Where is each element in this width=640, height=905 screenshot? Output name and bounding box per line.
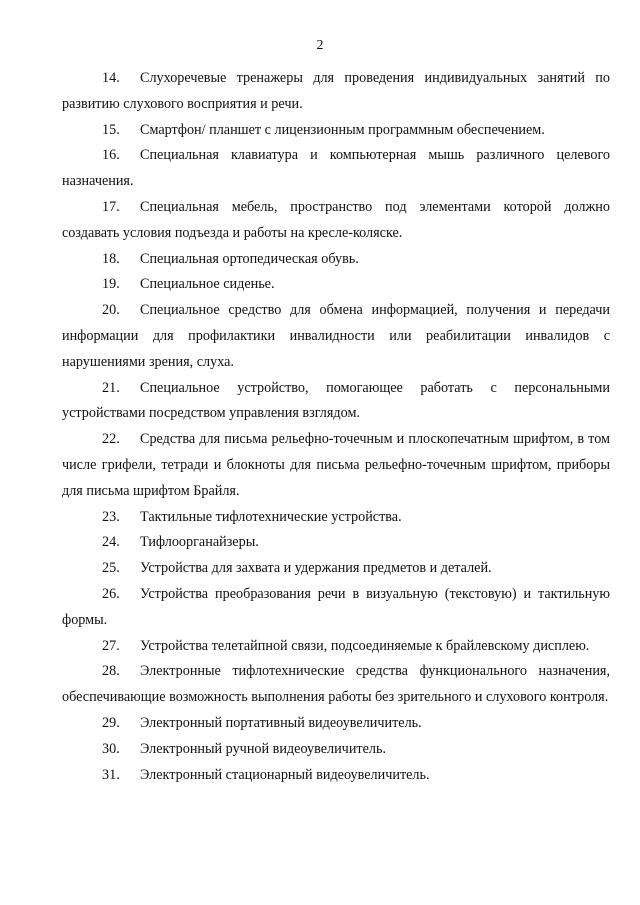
list-item: [62, 763, 610, 789]
list-item: [62, 711, 610, 737]
list-item: [62, 582, 610, 634]
item-text: Средства для письма рельефно-точечным и плоскопечатным шрифтом, в том числе грифели, тетради и блокноты для письма рельефно-точечным шрифтом, приборы для письма шрифтом Брайля.: [62, 431, 610, 499]
list-item: [62, 659, 610, 711]
list-item: [62, 298, 610, 375]
item-text: Специальное устройство, помогающее работать с персональными устройствами посредством управления взглядом.: [62, 379, 610, 422]
item-text: Электронный портативный видеоувеличитель.: [140, 714, 422, 731]
item-number: 18.: [102, 250, 120, 267]
item-text: Тифлоорганайзеры.: [140, 534, 259, 551]
item-text: Слухоречевые тренажеры для проведения индивидуальных занятий по развитию слухового восприятия и речи.: [62, 70, 610, 112]
list-item: [62, 195, 610, 247]
item-number: 29.: [102, 714, 120, 731]
item-number: 15.: [102, 121, 120, 138]
list-item: [62, 634, 610, 660]
item-number: 30.: [102, 740, 120, 757]
item-text: Специальное сиденье.: [140, 276, 275, 293]
item-number: 21.: [102, 379, 120, 396]
item-list: [62, 66, 610, 788]
list-item: [62, 530, 610, 556]
item-text: Устройства преобразования речи в визуальную (текстовую) и тактильную формы.: [62, 585, 610, 628]
item-number: 24.: [102, 534, 120, 551]
item-text: Электронные тифлотехнические средства функционального назначения, обеспечивающие возможность выполнения работы без зрительного и слухового контроля.: [62, 663, 610, 706]
item-number: 14.: [102, 70, 120, 86]
item-number: 26.: [102, 585, 120, 602]
item-text: Электронный стационарный видеоувеличитель.: [140, 766, 430, 783]
list-item: [62, 272, 610, 298]
list-item: [62, 505, 610, 531]
item-text: Специальная клавиатура и компьютерная мышь различного целевого назначения.: [62, 147, 610, 190]
item-number: 28.: [102, 663, 120, 680]
item-number: 23.: [102, 508, 120, 525]
item-text: Тактильные тифлотехнические устройства.: [140, 508, 402, 525]
item-text: Смартфон/ планшет с лицензионным программным обеспечением.: [140, 121, 545, 138]
list-item: [62, 143, 610, 195]
page-number: 2: [316, 38, 324, 53]
item-number: 31.: [102, 766, 120, 783]
item-number: 17.: [102, 198, 120, 215]
item-text: Устройства для захвата и удержания предметов и деталей.: [140, 560, 492, 577]
list-item: [62, 247, 610, 273]
item-text: Электронный ручной видеоувеличитель.: [140, 740, 387, 757]
item-number: 22.: [102, 431, 120, 448]
item-text: Специальное средство для обмена информацией, получения и передачи информации для профилактики инвалидности или реабилитации инвалидов с нарушениями зрения, слуха.: [62, 302, 610, 370]
list-item: [62, 118, 610, 144]
item-text: Устройства телетайпной связи, подсоединяемые к брайлевскому дисплею.: [140, 637, 590, 654]
list-item: [62, 427, 610, 504]
item-text: Специальная мебель, пространство под элементами которой должно создавать условия подъезда и работы на кресле-коляске.: [62, 198, 610, 241]
list-item: [62, 376, 610, 428]
list-item: [62, 737, 610, 763]
list-item: [62, 66, 610, 118]
item-number: 16.: [102, 147, 120, 164]
item-text: Специальная ортопедическая обувь.: [140, 250, 359, 267]
item-number: 25.: [102, 560, 120, 577]
item-number: 27.: [102, 637, 120, 654]
item-number: 20.: [102, 302, 120, 319]
list-item: [62, 556, 610, 582]
item-number: 19.: [102, 276, 120, 293]
